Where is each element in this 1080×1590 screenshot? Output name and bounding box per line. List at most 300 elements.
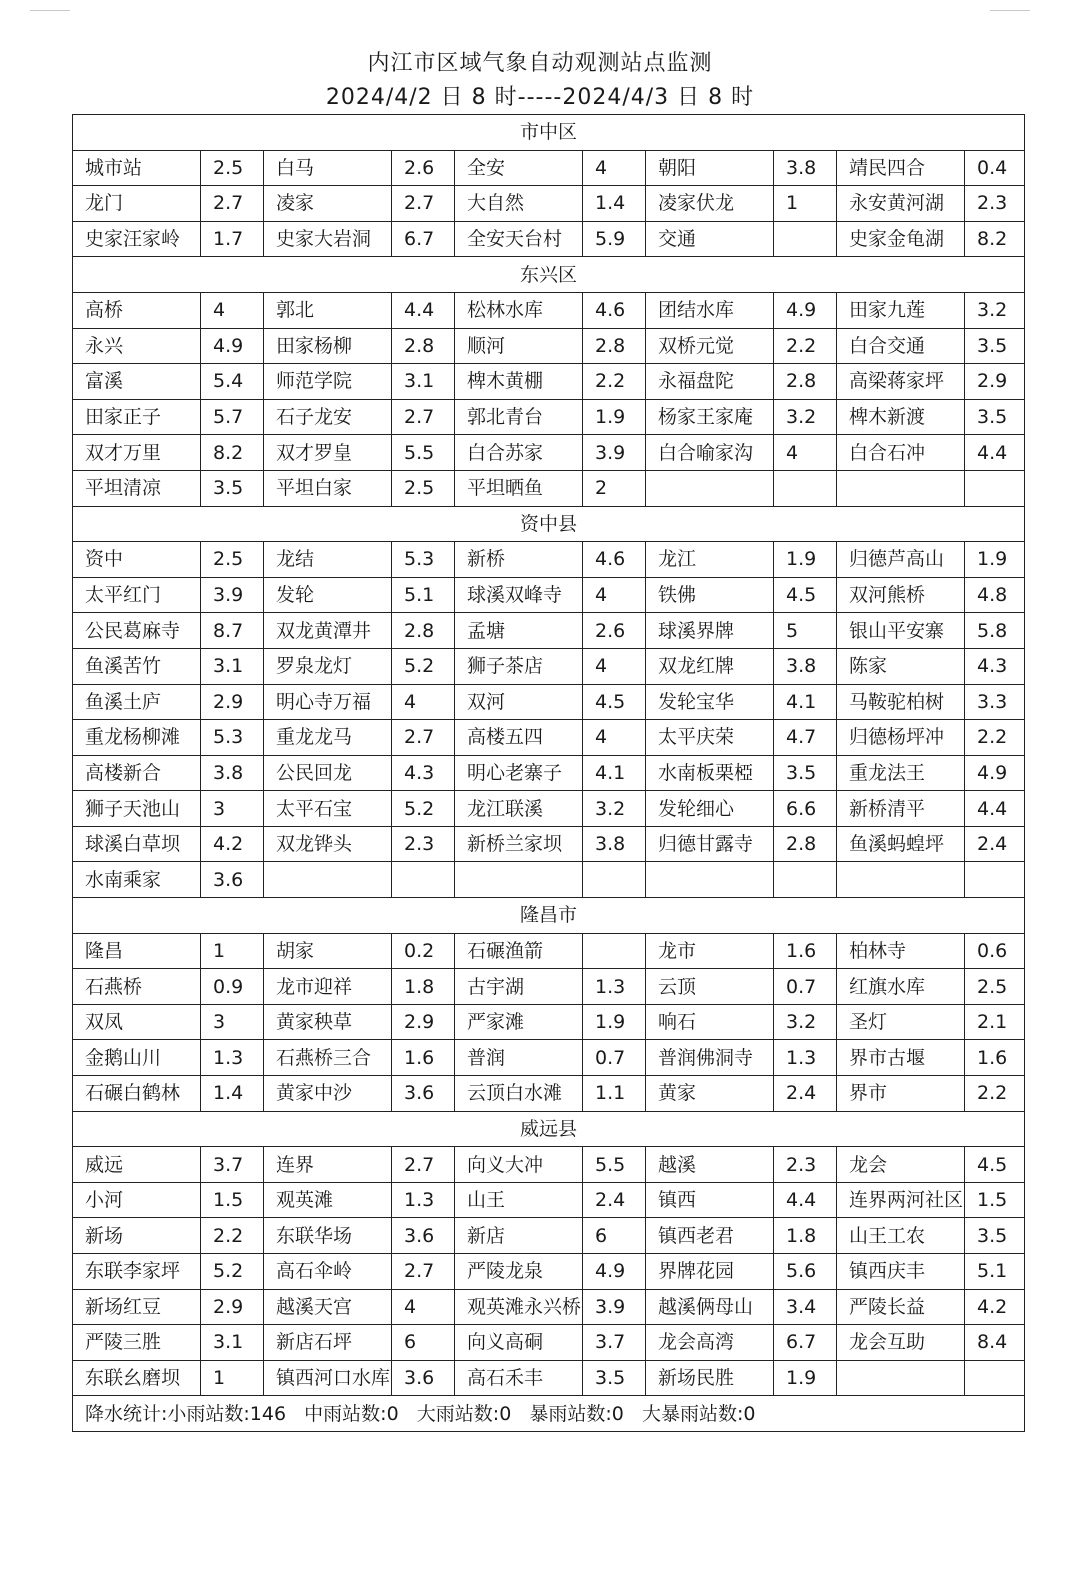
rainfall-value-cell: 5.5 xyxy=(583,1147,646,1183)
station-name-cell xyxy=(837,862,965,898)
rainfall-value-cell: 5.6 xyxy=(774,1254,837,1290)
table-row xyxy=(73,186,1025,222)
station-name-cell: 高梁蒋家坪 xyxy=(837,364,965,400)
page-corner-mark xyxy=(990,10,1030,11)
station-name-cell: 越溪天宫 xyxy=(264,1289,392,1325)
rainfall-value-cell: 4.5 xyxy=(583,684,646,720)
station-name-cell: 黄家秧草 xyxy=(264,1004,392,1040)
rainfall-value-cell: 2.8 xyxy=(583,328,646,364)
station-name-cell: 新店石坪 xyxy=(264,1325,392,1361)
rainfall-value-cell: 5.8 xyxy=(965,613,1025,649)
station-name-cell: 史家汪家岭 xyxy=(73,221,201,257)
station-name-cell: 马鞍驼柏树 xyxy=(837,684,965,720)
rainfall-value-cell: 4.1 xyxy=(583,755,646,791)
station-name-cell: 孟塘 xyxy=(455,613,583,649)
station-name-cell: 田家杨柳 xyxy=(264,328,392,364)
station-name-cell: 东联李家坪 xyxy=(73,1254,201,1290)
rainfall-value-cell: 4.5 xyxy=(774,577,837,613)
station-name-cell: 归德芦高山 xyxy=(837,542,965,578)
rainfall-value-cell: 4.2 xyxy=(201,826,264,862)
district-header-row xyxy=(73,898,1025,934)
rainfall-value-cell: 1 xyxy=(201,933,264,969)
summary-row xyxy=(73,1396,1025,1432)
station-name-cell: 高楼新合 xyxy=(73,755,201,791)
rainfall-value-cell: 2.2 xyxy=(965,720,1025,756)
station-name-cell: 镇西 xyxy=(646,1182,774,1218)
rainfall-value-cell: 2.3 xyxy=(965,186,1025,222)
rainfall-value-cell: 3.9 xyxy=(583,1289,646,1325)
station-name-cell: 狮子茶店 xyxy=(455,648,583,684)
table-row xyxy=(73,613,1025,649)
table-row xyxy=(73,648,1025,684)
station-name-cell: 鱼溪土庐 xyxy=(73,684,201,720)
station-name-cell: 资中 xyxy=(73,542,201,578)
station-name-cell xyxy=(264,862,392,898)
rainfall-value-cell xyxy=(583,933,646,969)
station-name-cell: 新桥 xyxy=(455,542,583,578)
rainfall-value-cell: 2.7 xyxy=(392,1147,455,1183)
rainfall-value-cell: 0.6 xyxy=(965,933,1025,969)
rainfall-value-cell: 8.2 xyxy=(965,221,1025,257)
station-name-cell: 太平红门 xyxy=(73,577,201,613)
rainfall-value-cell: 2.5 xyxy=(201,542,264,578)
rainfall-value-cell: 1.4 xyxy=(201,1076,264,1112)
rainfall-value-cell: 2.2 xyxy=(583,364,646,400)
rainfall-value-cell: 4 xyxy=(583,648,646,684)
table-row xyxy=(73,1325,1025,1361)
station-name-cell: 师范学院 xyxy=(264,364,392,400)
station-name-cell: 史家金龟湖 xyxy=(837,221,965,257)
precipitation-summary: 降水统计:小雨站数:146 中雨站数:0 大雨站数:0 暴雨站数:0 大暴雨站数:0 xyxy=(73,1396,1025,1432)
station-name-cell: 严陵三胜 xyxy=(73,1325,201,1361)
rainfall-value-cell: 0.7 xyxy=(774,969,837,1005)
station-name-cell: 陈家 xyxy=(837,648,965,684)
rainfall-value-cell: 2.2 xyxy=(774,328,837,364)
station-name-cell: 隆昌 xyxy=(73,933,201,969)
station-name-cell: 新店 xyxy=(455,1218,583,1254)
station-name-cell: 古宇湖 xyxy=(455,969,583,1005)
rainfall-value-cell: 4.4 xyxy=(392,292,455,328)
table-row xyxy=(73,364,1025,400)
rainfall-value-cell: 3.1 xyxy=(201,648,264,684)
rainfall-value-cell: 2.3 xyxy=(774,1147,837,1183)
rainfall-value-cell: 2.7 xyxy=(201,186,264,222)
station-name-cell: 永福盘陀 xyxy=(646,364,774,400)
station-name-cell: 石碾渔箭 xyxy=(455,933,583,969)
station-name-cell: 双河熊桥 xyxy=(837,577,965,613)
rainfall-value-cell: 2.8 xyxy=(392,328,455,364)
table-row xyxy=(73,1218,1025,1254)
station-name-cell: 球溪双峰寺 xyxy=(455,577,583,613)
rainfall-value-cell xyxy=(774,862,837,898)
station-name-cell xyxy=(455,862,583,898)
table-row xyxy=(73,542,1025,578)
rainfall-value-cell: 4.3 xyxy=(965,648,1025,684)
rainfall-value-cell: 4.4 xyxy=(774,1182,837,1218)
rainfall-value-cell: 2.9 xyxy=(201,684,264,720)
rainfall-value-cell: 1.9 xyxy=(583,1004,646,1040)
rainfall-value-cell: 2.6 xyxy=(392,150,455,186)
rainfall-value-cell: 3.2 xyxy=(774,399,837,435)
rainfall-value-cell: 4.9 xyxy=(583,1254,646,1290)
station-name-cell: 新场 xyxy=(73,1218,201,1254)
station-name-cell: 界牌花园 xyxy=(646,1254,774,1290)
rainfall-value-cell: 6.7 xyxy=(774,1325,837,1361)
station-name-cell: 石子龙安 xyxy=(264,399,392,435)
station-name-cell: 龙会 xyxy=(837,1147,965,1183)
rainfall-value-cell: 6.6 xyxy=(774,791,837,827)
station-name-cell: 越溪俩母山 xyxy=(646,1289,774,1325)
station-name-cell: 新场红豆 xyxy=(73,1289,201,1325)
table-row xyxy=(73,470,1025,506)
station-name-cell: 石燕桥 xyxy=(73,969,201,1005)
station-name-cell: 高楼五四 xyxy=(455,720,583,756)
rainfall-value-cell: 3.1 xyxy=(201,1325,264,1361)
rainfall-value-cell: 8.2 xyxy=(201,435,264,471)
station-name-cell xyxy=(646,470,774,506)
station-name-cell: 龙江联溪 xyxy=(455,791,583,827)
rainfall-value-cell xyxy=(965,1360,1025,1396)
rainfall-value-cell: 4.4 xyxy=(965,435,1025,471)
table-row xyxy=(73,292,1025,328)
station-name-cell: 团结水库 xyxy=(646,292,774,328)
station-name-cell: 椑木黄棚 xyxy=(455,364,583,400)
station-name-cell: 连界 xyxy=(264,1147,392,1183)
table-row xyxy=(73,399,1025,435)
rainfall-value-cell: 2.6 xyxy=(583,613,646,649)
station-name-cell: 郭北 xyxy=(264,292,392,328)
rainfall-value-cell: 2.7 xyxy=(392,399,455,435)
station-name-cell: 双龙红牌 xyxy=(646,648,774,684)
rainfall-value-cell: 4.9 xyxy=(201,328,264,364)
rainfall-value-cell: 5.4 xyxy=(201,364,264,400)
rainfall-value-cell: 3.5 xyxy=(965,1218,1025,1254)
rainfall-value-cell: 3.8 xyxy=(774,150,837,186)
station-name-cell: 白合石冲 xyxy=(837,435,965,471)
district-name: 隆昌市 xyxy=(73,898,1025,934)
rainfall-value-cell: 2.5 xyxy=(392,470,455,506)
station-name-cell: 观英滩 xyxy=(264,1182,392,1218)
district-name: 资中县 xyxy=(73,506,1025,542)
station-name-cell: 重龙龙马 xyxy=(264,720,392,756)
station-name-cell: 永兴 xyxy=(73,328,201,364)
rainfall-value-cell: 2.5 xyxy=(965,969,1025,1005)
rainfall-value-cell xyxy=(965,862,1025,898)
rainfall-value-cell: 3.7 xyxy=(201,1147,264,1183)
station-name-cell: 发轮细心 xyxy=(646,791,774,827)
station-name-cell: 新场民胜 xyxy=(646,1360,774,1396)
station-name-cell: 圣灯 xyxy=(837,1004,965,1040)
station-name-cell: 发轮宝华 xyxy=(646,684,774,720)
station-name-cell: 重龙杨柳滩 xyxy=(73,720,201,756)
rainfall-value-cell: 4.5 xyxy=(965,1147,1025,1183)
station-name-cell: 小河 xyxy=(73,1182,201,1218)
rainfall-value-cell: 1.3 xyxy=(583,969,646,1005)
station-name-cell xyxy=(837,1360,965,1396)
rainfall-value-cell: 1.9 xyxy=(965,542,1025,578)
station-name-cell: 城市站 xyxy=(73,150,201,186)
station-name-cell: 高石禾丰 xyxy=(455,1360,583,1396)
rainfall-value-cell: 3.6 xyxy=(201,862,264,898)
rainfall-value-cell: 2.5 xyxy=(201,150,264,186)
station-name-cell: 双龙黄潭井 xyxy=(264,613,392,649)
station-name-cell: 镇西庆丰 xyxy=(837,1254,965,1290)
station-name-cell: 胡家 xyxy=(264,933,392,969)
rainfall-value-cell: 3.1 xyxy=(392,364,455,400)
rainfall-value-cell: 2.7 xyxy=(392,186,455,222)
station-name-cell: 云顶白水滩 xyxy=(455,1076,583,1112)
rainfall-value-cell: 1.3 xyxy=(774,1040,837,1076)
rainfall-value-cell: 2.4 xyxy=(774,1076,837,1112)
rainfall-value-cell: 1.9 xyxy=(774,542,837,578)
table-row xyxy=(73,862,1025,898)
station-name-cell: 山王工农 xyxy=(837,1218,965,1254)
station-name-cell: 连界两河社区 xyxy=(837,1182,965,1218)
station-name-cell: 杨家王家庵 xyxy=(646,399,774,435)
station-name-cell: 镇西河口水库 xyxy=(264,1360,392,1396)
rainfall-value-cell: 8.7 xyxy=(201,613,264,649)
rainfall-value-cell: 3.6 xyxy=(392,1218,455,1254)
rainfall-value-cell: 2.7 xyxy=(392,720,455,756)
station-name-cell: 水南乘家 xyxy=(73,862,201,898)
rainfall-value-cell: 4.4 xyxy=(965,791,1025,827)
station-name-cell: 双凤 xyxy=(73,1004,201,1040)
rainfall-value-cell: 2 xyxy=(583,470,646,506)
table-row xyxy=(73,933,1025,969)
station-name-cell: 交通 xyxy=(646,221,774,257)
station-name-cell: 永安黄河湖 xyxy=(837,186,965,222)
rainfall-value-cell: 2.8 xyxy=(774,364,837,400)
station-name-cell: 明心老寨子 xyxy=(455,755,583,791)
rainfall-value-cell: 5.3 xyxy=(392,542,455,578)
table-row xyxy=(73,435,1025,471)
station-name-cell: 双河 xyxy=(455,684,583,720)
table-row xyxy=(73,1254,1025,1290)
station-name-cell: 界市 xyxy=(837,1076,965,1112)
station-name-cell: 黄家 xyxy=(646,1076,774,1112)
station-name-cell: 界市古堰 xyxy=(837,1040,965,1076)
document-period: 2024/4/2 日 8 时-----2024/4/3 日 8 时 xyxy=(325,85,755,110)
station-name-cell: 向义大冲 xyxy=(455,1147,583,1183)
station-name-cell: 平坦白家 xyxy=(264,470,392,506)
station-name-cell: 归德甘露寺 xyxy=(646,826,774,862)
rainfall-value-cell: 3.3 xyxy=(965,684,1025,720)
station-name-cell: 向义高硐 xyxy=(455,1325,583,1361)
station-name-cell: 平坦晒鱼 xyxy=(455,470,583,506)
station-name-cell: 太平石宝 xyxy=(264,791,392,827)
rainfall-value-cell: 5.1 xyxy=(392,577,455,613)
station-name-cell: 双才罗皇 xyxy=(264,435,392,471)
rainfall-value-cell: 3.2 xyxy=(774,1004,837,1040)
rainfall-value-cell: 1.6 xyxy=(392,1040,455,1076)
station-name-cell: 球溪白草坝 xyxy=(73,826,201,862)
rainfall-value-cell: 4.6 xyxy=(583,542,646,578)
station-name-cell: 红旗水库 xyxy=(837,969,965,1005)
table-row xyxy=(73,1289,1025,1325)
rainfall-value-cell: 0.2 xyxy=(392,933,455,969)
station-name-cell: 太平庆荣 xyxy=(646,720,774,756)
rainfall-value-cell: 2.8 xyxy=(774,826,837,862)
table-row xyxy=(73,328,1025,364)
rainfall-value-cell: 1.6 xyxy=(965,1040,1025,1076)
station-name-cell: 新桥清平 xyxy=(837,791,965,827)
district-header-row xyxy=(73,257,1025,293)
station-name-cell: 白合交通 xyxy=(837,328,965,364)
rainfall-value-cell: 3.4 xyxy=(774,1289,837,1325)
rainfall-value-cell: 3.9 xyxy=(583,435,646,471)
district-name: 东兴区 xyxy=(73,257,1025,293)
station-name-cell: 高石伞岭 xyxy=(264,1254,392,1290)
station-name-cell: 发轮 xyxy=(264,577,392,613)
rainfall-value-cell: 4 xyxy=(583,150,646,186)
station-name-cell: 双桥元觉 xyxy=(646,328,774,364)
rainfall-value-cell: 0.7 xyxy=(583,1040,646,1076)
station-name-cell: 史家大岩洞 xyxy=(264,221,392,257)
station-table xyxy=(72,114,1025,1432)
rainfall-value-cell: 4.1 xyxy=(774,684,837,720)
station-name-cell: 铁佛 xyxy=(646,577,774,613)
station-name-cell: 观英滩永兴桥 xyxy=(455,1289,583,1325)
rainfall-value-cell: 3.8 xyxy=(774,648,837,684)
station-name-cell: 狮子天池山 xyxy=(73,791,201,827)
rainfall-value-cell: 5.1 xyxy=(965,1254,1025,1290)
rainfall-value-cell: 4.6 xyxy=(583,292,646,328)
rainfall-value-cell xyxy=(774,221,837,257)
station-name-cell: 龙市 xyxy=(646,933,774,969)
station-name-cell: 严陵龙泉 xyxy=(455,1254,583,1290)
rainfall-value-cell: 2.3 xyxy=(392,826,455,862)
rainfall-value-cell: 1.7 xyxy=(201,221,264,257)
station-name-cell: 全安天台村 xyxy=(455,221,583,257)
table-row xyxy=(73,221,1025,257)
rainfall-value-cell xyxy=(965,470,1025,506)
rainfall-value-cell: 2.7 xyxy=(392,1254,455,1290)
rainfall-value-cell: 2.4 xyxy=(965,826,1025,862)
station-name-cell: 公民回龙 xyxy=(264,755,392,791)
station-name-cell: 靖民四合 xyxy=(837,150,965,186)
rainfall-value-cell: 4.2 xyxy=(965,1289,1025,1325)
district-header-row xyxy=(73,1111,1025,1147)
table-row xyxy=(73,1076,1025,1112)
station-name-cell: 全安 xyxy=(455,150,583,186)
station-name-cell: 明心寺万福 xyxy=(264,684,392,720)
rainfall-value-cell: 3.5 xyxy=(965,328,1025,364)
table-row xyxy=(73,1360,1025,1396)
station-name-cell: 郭北青台 xyxy=(455,399,583,435)
page-corner-mark xyxy=(30,10,70,11)
rainfall-value-cell: 3 xyxy=(201,791,264,827)
station-name-cell xyxy=(837,470,965,506)
table-row xyxy=(73,1040,1025,1076)
station-name-cell: 石碾白鹤林 xyxy=(73,1076,201,1112)
rainfall-value-cell: 5.2 xyxy=(201,1254,264,1290)
station-name-cell: 东联华场 xyxy=(264,1218,392,1254)
rainfall-value-cell: 4.7 xyxy=(774,720,837,756)
rainfall-value-cell: 5.2 xyxy=(392,791,455,827)
station-name-cell: 水南板栗椏 xyxy=(646,755,774,791)
rainfall-value-cell: 1.8 xyxy=(774,1218,837,1254)
rainfall-value-cell: 1.8 xyxy=(392,969,455,1005)
rainfall-value-cell: 3.2 xyxy=(965,292,1025,328)
station-name-cell: 顺河 xyxy=(455,328,583,364)
rainfall-value-cell: 5 xyxy=(774,613,837,649)
table-row xyxy=(73,755,1025,791)
station-name-cell: 镇西老君 xyxy=(646,1218,774,1254)
station-name-cell: 公民葛麻寺 xyxy=(73,613,201,649)
rainfall-value-cell: 4 xyxy=(392,1289,455,1325)
station-name-cell: 大自然 xyxy=(455,186,583,222)
rainfall-value-cell: 6.7 xyxy=(392,221,455,257)
rainfall-value-cell xyxy=(392,862,455,898)
station-name-cell: 罗泉龙灯 xyxy=(264,648,392,684)
station-name-cell: 高桥 xyxy=(73,292,201,328)
rainfall-value-cell: 0.4 xyxy=(965,150,1025,186)
table-row xyxy=(73,791,1025,827)
station-name-cell: 东联幺磨坝 xyxy=(73,1360,201,1396)
station-name-cell: 龙结 xyxy=(264,542,392,578)
rainfall-value-cell: 6 xyxy=(392,1325,455,1361)
rainfall-value-cell: 5.2 xyxy=(392,648,455,684)
rainfall-value-cell: 3.6 xyxy=(392,1360,455,1396)
rainfall-value-cell: 1 xyxy=(774,186,837,222)
rainfall-value-cell: 2.2 xyxy=(965,1076,1025,1112)
rainfall-value-cell: 1.9 xyxy=(583,399,646,435)
station-name-cell: 云顶 xyxy=(646,969,774,1005)
rainfall-value-cell: 5.9 xyxy=(583,221,646,257)
rainfall-value-cell: 3.5 xyxy=(583,1360,646,1396)
rainfall-value-cell: 3.2 xyxy=(583,791,646,827)
rainfall-value-cell: 6 xyxy=(583,1218,646,1254)
rainfall-value-cell: 4 xyxy=(583,577,646,613)
rainfall-value-cell: 8.4 xyxy=(965,1325,1025,1361)
rainfall-value-cell: 2.9 xyxy=(392,1004,455,1040)
station-name-cell: 山王 xyxy=(455,1182,583,1218)
rainfall-value-cell: 2.8 xyxy=(392,613,455,649)
station-name-cell: 白合喻家沟 xyxy=(646,435,774,471)
table-row xyxy=(73,720,1025,756)
station-name-cell: 白合苏家 xyxy=(455,435,583,471)
station-name-cell: 归德杨坪冲 xyxy=(837,720,965,756)
rainfall-value-cell: 4 xyxy=(201,292,264,328)
rainfall-value-cell: 5.5 xyxy=(392,435,455,471)
rainfall-value-cell: 2.9 xyxy=(965,364,1025,400)
table-row xyxy=(73,577,1025,613)
rainfall-value-cell: 2.4 xyxy=(583,1182,646,1218)
rainfall-value-cell: 5.7 xyxy=(201,399,264,435)
station-name-cell: 球溪界牌 xyxy=(646,613,774,649)
station-name-cell: 朝阳 xyxy=(646,150,774,186)
district-name: 威远县 xyxy=(73,1111,1025,1147)
table-row xyxy=(73,150,1025,186)
station-name-cell: 龙门 xyxy=(73,186,201,222)
table-row xyxy=(73,1147,1025,1183)
rainfall-value-cell: 4.9 xyxy=(965,755,1025,791)
rainfall-value-cell: 4.8 xyxy=(965,577,1025,613)
rainfall-value-cell: 1.3 xyxy=(201,1040,264,1076)
station-name-cell: 龙江 xyxy=(646,542,774,578)
table-row xyxy=(73,1004,1025,1040)
rainfall-value-cell: 4.3 xyxy=(392,755,455,791)
table-row xyxy=(73,969,1025,1005)
rainfall-value-cell: 3 xyxy=(201,1004,264,1040)
station-name-cell: 严陵长益 xyxy=(837,1289,965,1325)
rainfall-value-cell: 1.6 xyxy=(774,933,837,969)
station-name-cell: 龙会高湾 xyxy=(646,1325,774,1361)
rainfall-value-cell: 5.3 xyxy=(201,720,264,756)
station-name-cell: 越溪 xyxy=(646,1147,774,1183)
station-name-cell: 鱼溪蚂蝗坪 xyxy=(837,826,965,862)
station-name-cell: 重龙法王 xyxy=(837,755,965,791)
